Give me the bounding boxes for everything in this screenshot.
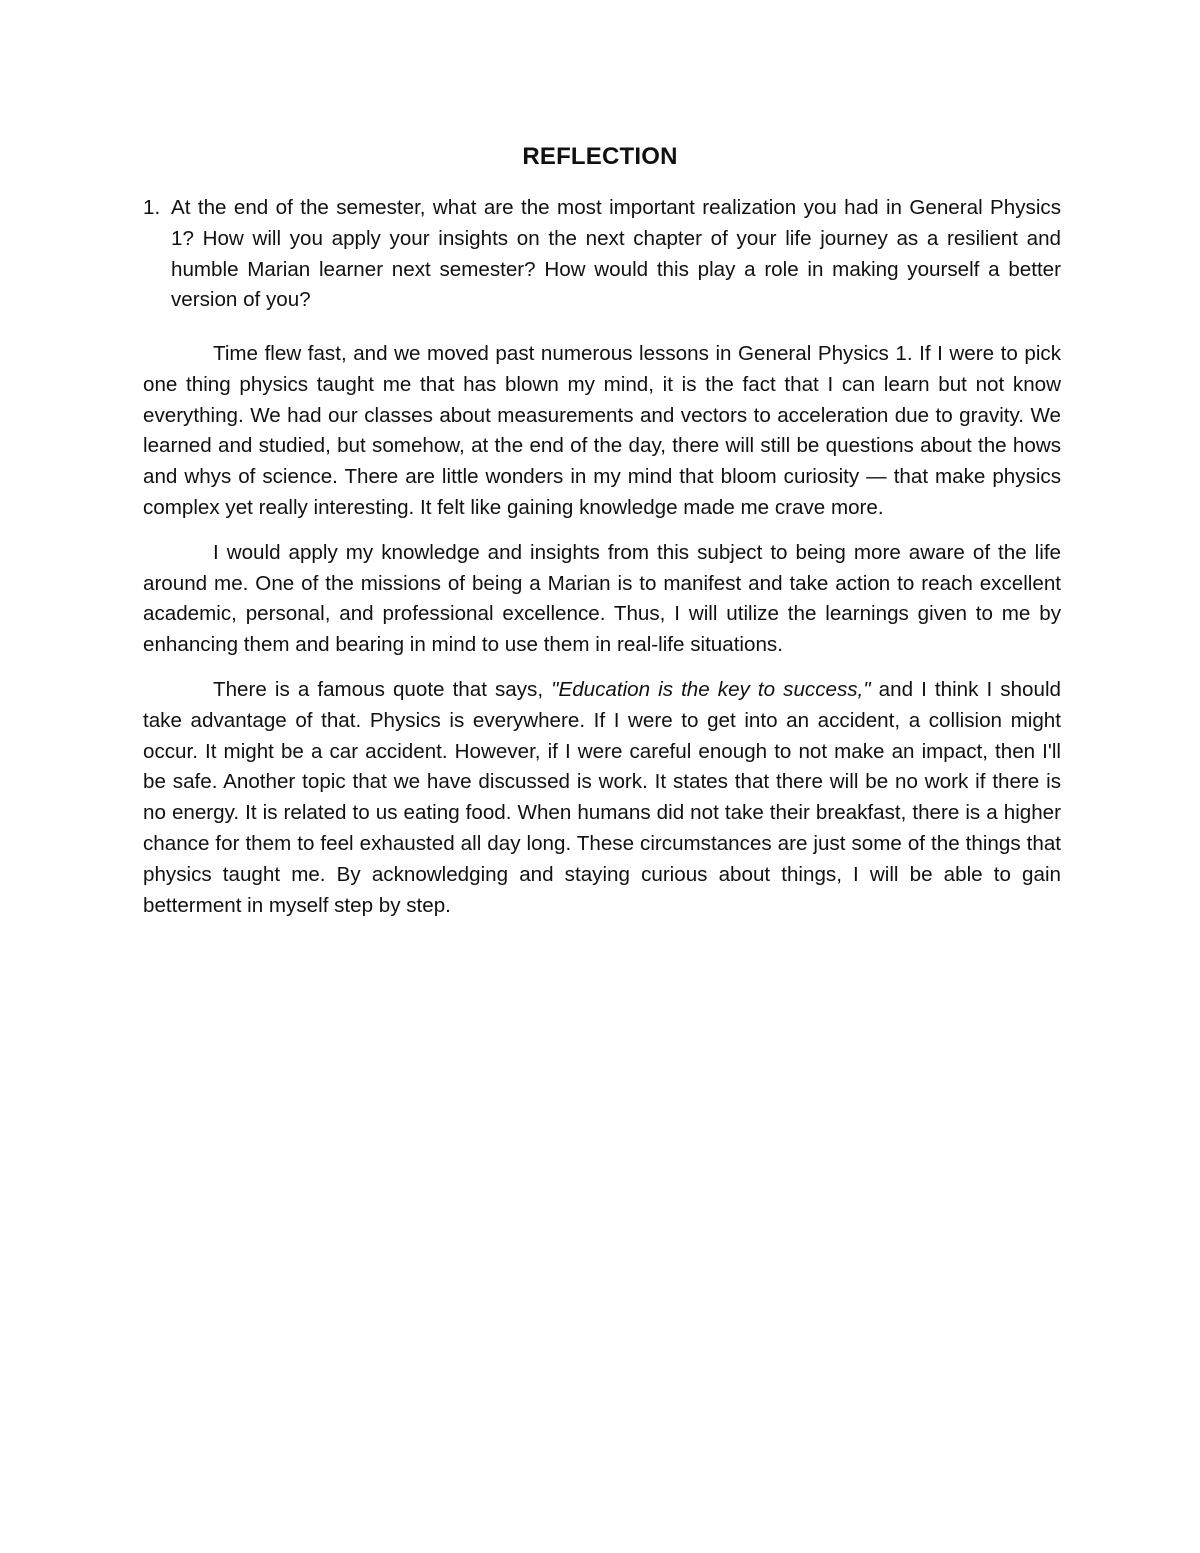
paragraph-3-rest: and I think I should take advantage of that. Physics is everywhere. If I were to get into an accident, a collision might occur. It might be a car accident. However, if I were careful enough to not make an impact, then I'll be safe. Another topic that we have discussed is work. It states that there will be no work if there is no energy. It is related to us eating food. When humans did not take their breakfast, there is a higher chance for them to feel exhausted all day long. These circumstances are just some of the things that physics taught me. By acknowledging and staying curious about things, I will be able to gain betterment in myself step by step.	[143, 677, 1061, 917]
question-text: At the end of the semester, what are the most important realization you had in General Physics 1? How will you apply your insights on the next chapter of your life journey as a resilient and humble Marian learner next semester? How would this play a role in making yourself a better version of you?	[171, 196, 1061, 312]
question-number: 1.	[143, 196, 161, 219]
famous-quote: "Education is the key to success,"	[551, 677, 871, 701]
answer-paragraph-3	[143, 675, 1061, 921]
page-title: REFLECTION	[522, 143, 678, 170]
answer-body	[143, 339, 1061, 935]
answer-paragraph-2: I would apply my knowledge and insights from this subject to being more aware of the life around me. One of the missions of being a Marian is to manifest and take action to reach excellent academic, personal, and professional excellence. Thus, I will utilize the learnings given to me by enhancing them and bearing in mind to use them in real-life situations.	[143, 540, 1061, 657]
question-item	[143, 193, 1061, 316]
paragraph-3-lead: There is a famous quote that says,	[213, 677, 552, 701]
answer-paragraph-1: Time flew fast, and we moved past numerous lessons in General Physics 1. If I were to pick one thing physics taught me that has blown my mind, it is the fact that I can learn but not know everything. We had our classes about measurements and vectors to acceleration due to gravity. We learned and studied, but somehow, at the end of the day, there will still be questions about the hows and whys of science. There are little wonders in my mind that bloom curiosity — that make physics complex yet really interesting. It felt like gaining knowledge made me crave more.	[143, 342, 1061, 519]
